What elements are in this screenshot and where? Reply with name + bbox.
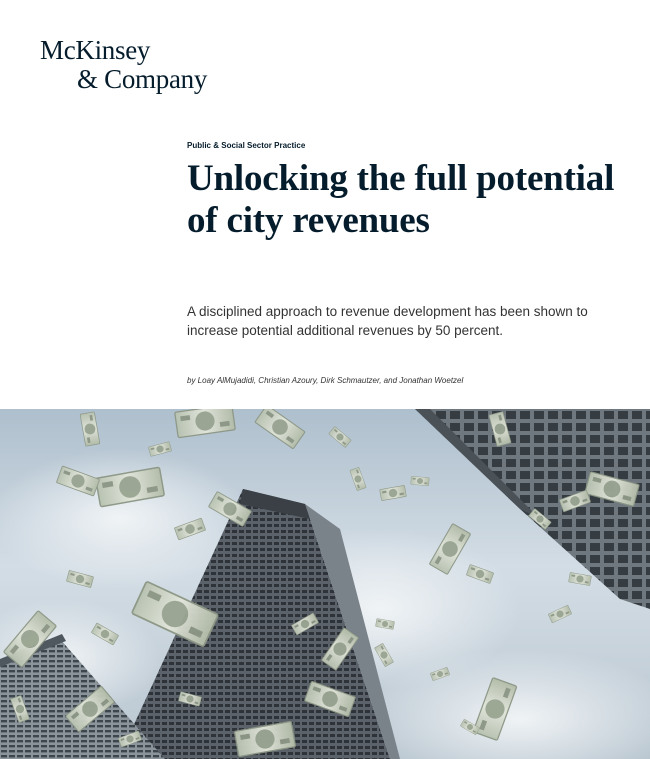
- page-subtitle: A disciplined approach to revenue development has been shown to increase potential additional revenues by 50 percent.: [187, 304, 588, 338]
- hero-image: [0, 409, 650, 759]
- practice-label: Public & Social Sector Practice: [187, 141, 306, 150]
- author-byline: by Loay AlMujadidi, Christian Azoury, Dirk Schmautzer, and Jonathan Woetzel: [187, 376, 464, 385]
- mckinsey-logo: [40, 36, 207, 94]
- logo-line-1: McKinsey: [40, 35, 151, 65]
- logo-line-2: & Company: [77, 64, 208, 94]
- page-title: Unlocking the full potential of city revenues: [187, 158, 615, 241]
- city-skyline-with-flying-banknotes-icon: [0, 409, 650, 759]
